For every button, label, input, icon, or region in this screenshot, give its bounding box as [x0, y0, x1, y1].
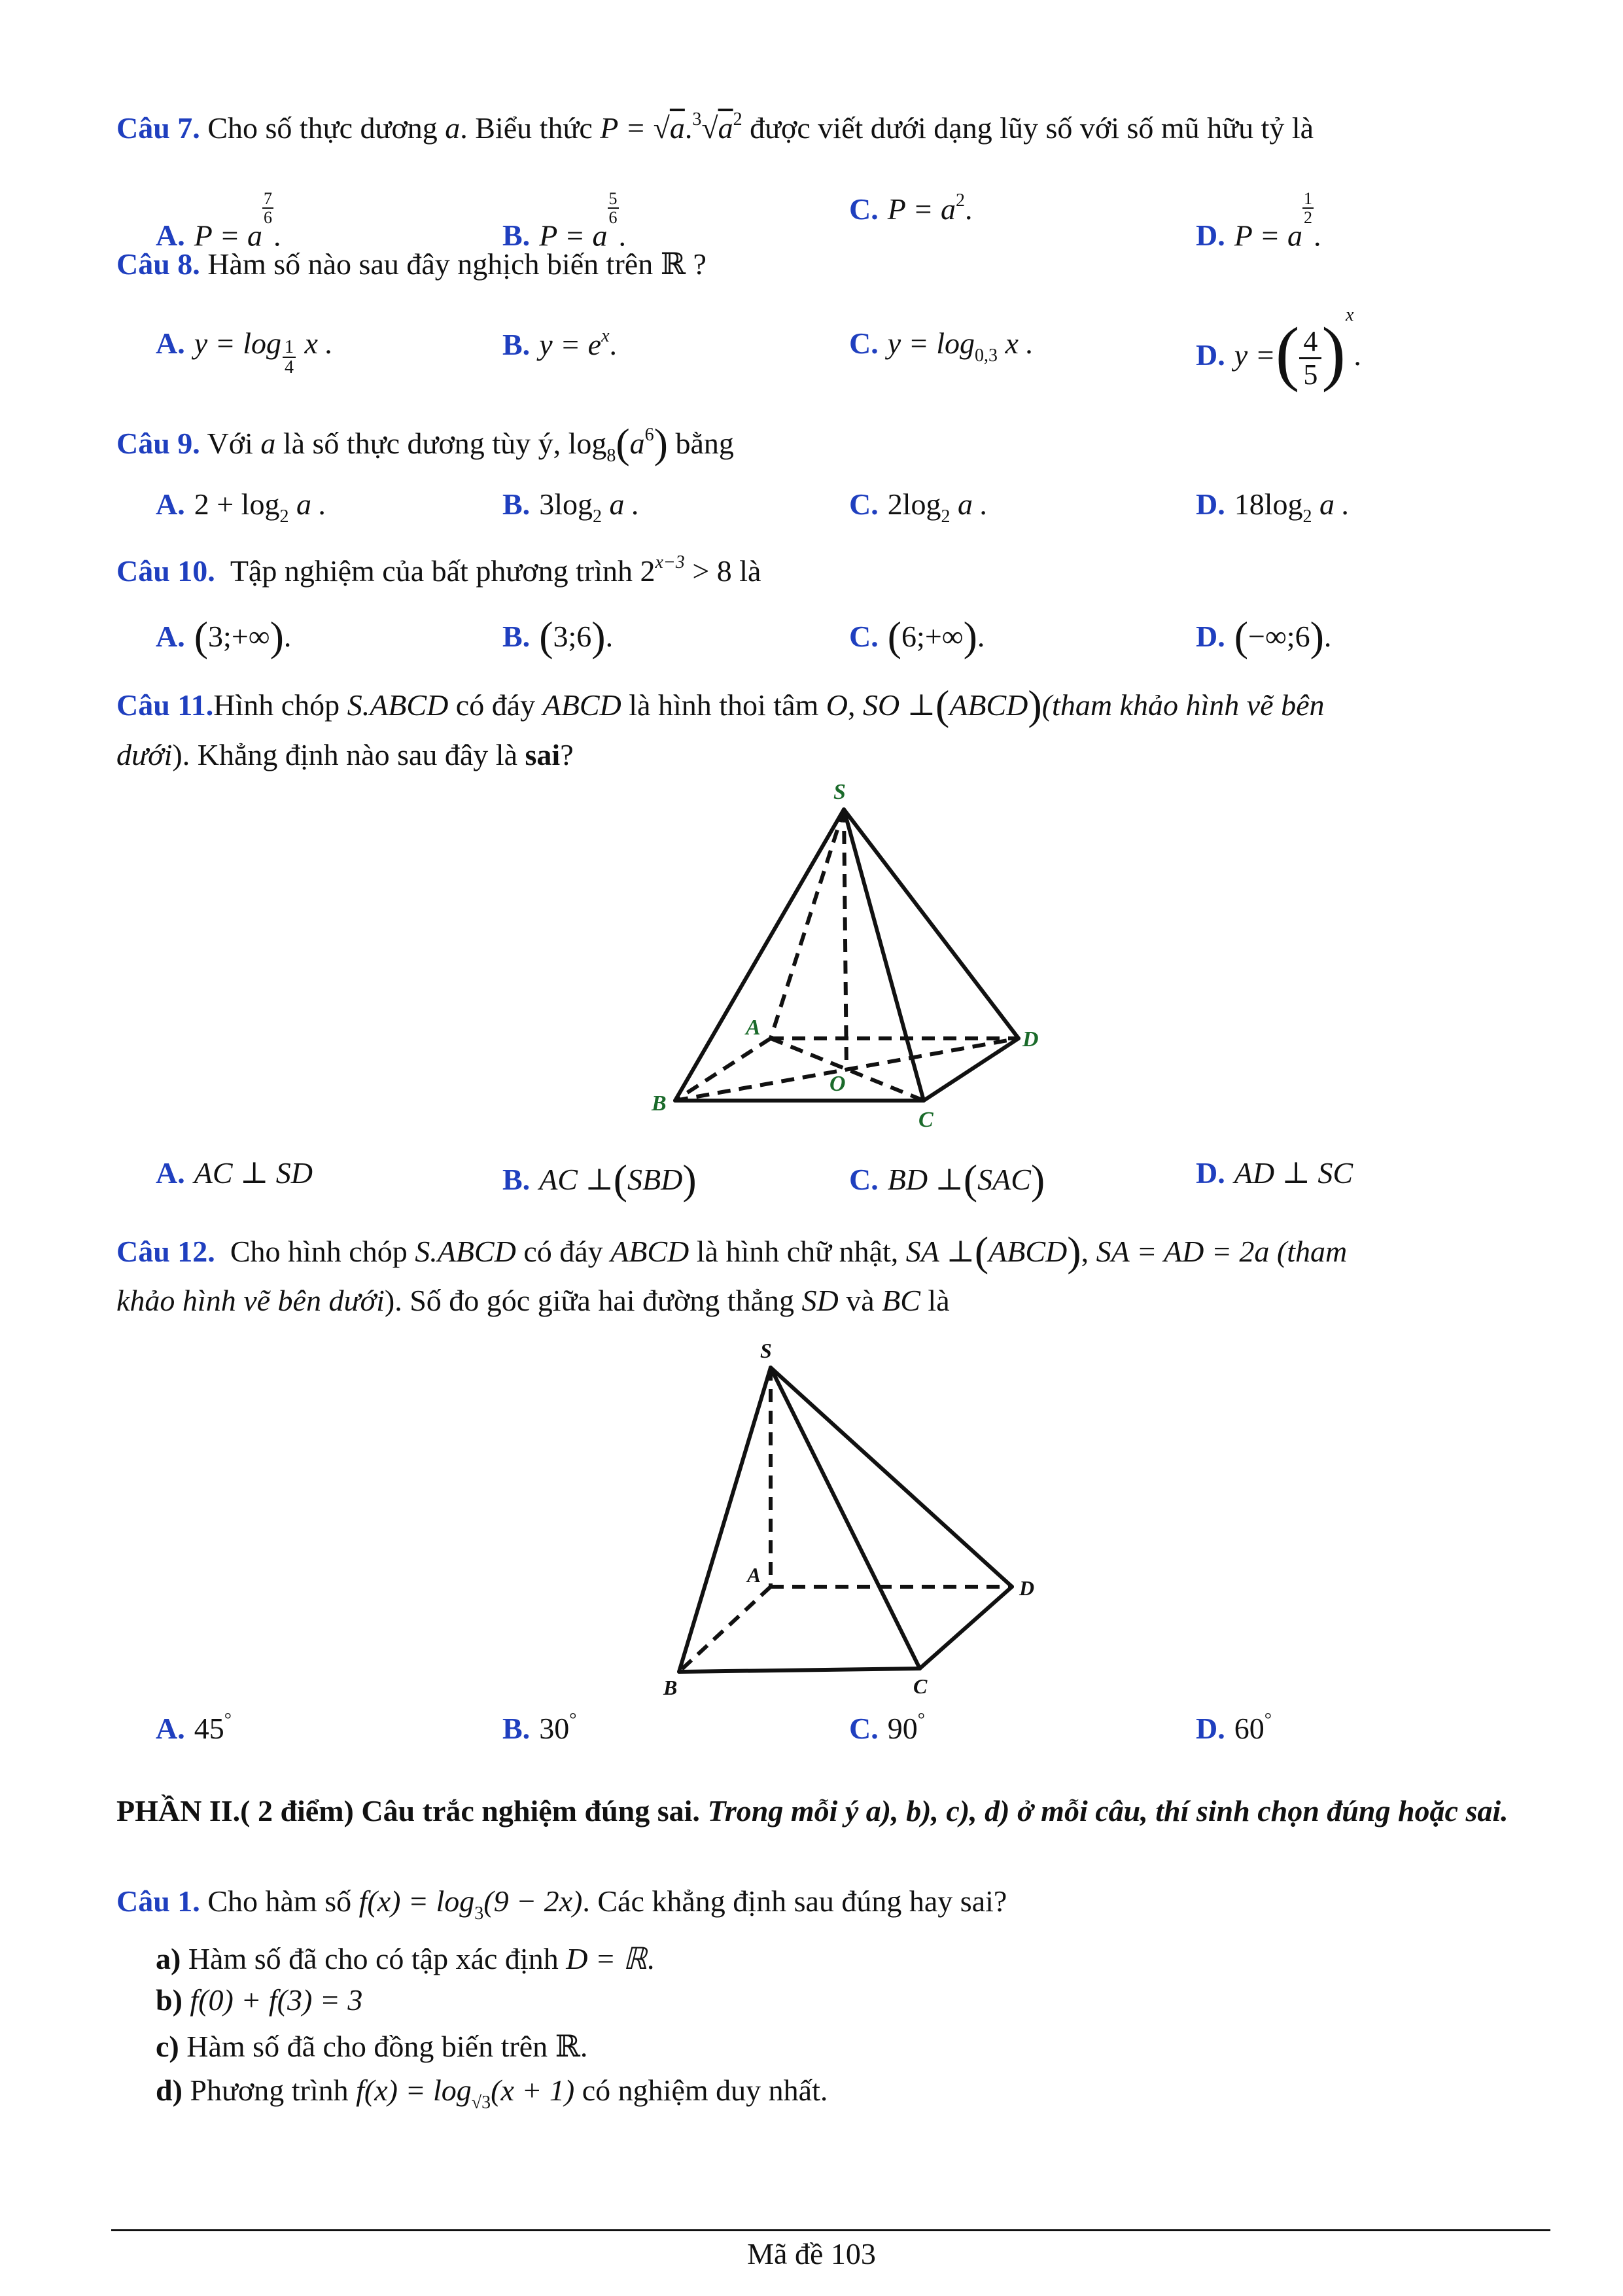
- q12-label-D: D: [1019, 1576, 1035, 1600]
- q10-option-b[interactable]: B. (3;6).: [502, 613, 614, 660]
- q12-option-c[interactable]: C. 90°: [849, 1710, 925, 1745]
- p2q1-item-d[interactable]: d) Phương trình $f(x) = \log_{√3}(x + 1)$ có nghiệm duy nhất.: [156, 2074, 828, 2113]
- q11-option-a[interactable]: A. AC ⊥ SD: [156, 1156, 313, 1190]
- part-2-heading: PHẦN II.( 2 điểm) Câu trắc nghiệm đúng sai. Trong mỗi ý a), b), c), d) ở mỗi câu, thí sinh chọn đúng hoặc sai.: [116, 1794, 1509, 1828]
- q11-label-B: B: [652, 1091, 667, 1116]
- q11-edge-CD: [924, 1038, 1019, 1101]
- q7-option-b[interactable]: B. P = a $\frac{5}{6}$ .: [502, 189, 626, 253]
- q12-option-d[interactable]: D. 60°: [1196, 1710, 1272, 1745]
- q12-option-b[interactable]: B. 30°: [502, 1710, 577, 1745]
- q11-label-D: D: [1022, 1027, 1039, 1051]
- q9-option-d[interactable]: D. $18\log_2$ a .: [1196, 487, 1350, 527]
- q7-option-c[interactable]: C. $P = a^2$.: [849, 190, 973, 226]
- question-7-label: Câu 7.: [116, 111, 200, 145]
- p2q1-item-a[interactable]: a) Hàm số đã cho có tập xác định D = ℝ.: [156, 1942, 655, 1975]
- q9-option-a[interactable]: A. $2 + \log_2 a$ .: [156, 487, 326, 527]
- question-12-stem: Câu 12. Cho hình chóp S.ABCD có đáy ABCD là hình chữ nhật, SA ⊥(ABCD), SA = AD = 2a (tham: [116, 1228, 1348, 1275]
- q11-option-d[interactable]: D. AD ⊥ SC: [1196, 1156, 1353, 1190]
- question-11-label: Câu 11.: [116, 688, 214, 722]
- question-10-stem: Câu 10. Tập nghiệm của bất phương trình $2^{x-3} > 8$ là: [116, 552, 761, 588]
- q12-edge-BC: [679, 1669, 920, 1672]
- q12-edge-SB: [679, 1368, 771, 1672]
- q12-label-S: S: [760, 1339, 772, 1362]
- q11-label-C: C: [918, 1108, 934, 1132]
- q11-option-b[interactable]: B. AC ⊥(SBD): [502, 1156, 697, 1203]
- q12-option-a[interactable]: A. 45°: [156, 1710, 232, 1745]
- q12-pyramid-figure: [0, 1309, 1623, 1714]
- q8-option-d[interactable]: D. y =( $\frac{4}{5}$ )$^x$.: [1196, 305, 1361, 393]
- question-9-stem: Câu 9. Với a là số thực dương tùy ý, $\log_8(a^6)$ bằng: [116, 420, 734, 467]
- part2-question-1-label: Câu 1.: [116, 1884, 200, 1918]
- part2-question-1-stem: Câu 1. Cho hàm số $f(x) = \log_3(9 - 2x)$. Các khẳng định sau đúng hay sai?: [116, 1884, 1007, 1924]
- q10-option-c[interactable]: C. (6;+∞).: [849, 613, 985, 660]
- q8-option-a[interactable]: A. y = log $\frac{1}{4}$ x .: [156, 327, 333, 378]
- q11-edge-SO: [844, 809, 846, 1070]
- p2q1-item-c[interactable]: c) Hàm số đã cho đồng biến trên ℝ.: [156, 2030, 588, 2063]
- question-10-label: Câu 10.: [116, 554, 215, 588]
- question-11-stem-line2: dưới). Khẳng định nào sau đây là sai?: [116, 738, 574, 771]
- question-8-stem: Câu 8. Hàm số nào sau đây nghịch biến trên ℝ ?: [116, 247, 707, 281]
- q12-edge-CD: [920, 1587, 1012, 1669]
- question-11-stem: Câu 11.Hình chóp S.ABCD có đáy ABCD là hình thoi tâm O, SO ⊥(ABCD)(tham khảo hình vẽ bên: [116, 682, 1325, 728]
- q12-label-B: B: [663, 1676, 678, 1699]
- q11-label-A: A: [746, 1016, 761, 1040]
- footer-divider: [111, 2229, 1550, 2231]
- question-9-label: Câu 9.: [116, 427, 200, 460]
- q10-option-d[interactable]: D. (−∞;6).: [1196, 613, 1332, 660]
- exam-code-footer: Mã đề 103: [747, 2237, 876, 2270]
- question-7-stem: Câu 7. Cho số thực dương a. Biểu thức $P = √a.^3√a^2$ được viết dưới dạng lũy số với số mũ hữu tỷ là: [116, 109, 1314, 145]
- q7-option-d[interactable]: D. P = a $\frac{1}{2}$ .: [1196, 189, 1321, 253]
- q11-label-O: O: [829, 1072, 846, 1096]
- q12-edge-SC: [771, 1368, 920, 1669]
- q11-edge-SD: [844, 809, 1019, 1038]
- q11-option-c[interactable]: C. BD ⊥(SAC): [849, 1156, 1045, 1203]
- q12-label-A: A: [747, 1563, 761, 1587]
- q11-edge-SA: [771, 809, 844, 1038]
- q11-label-S: S: [833, 780, 846, 804]
- q12-edge-SD: [771, 1368, 1012, 1587]
- q8-option-b[interactable]: B. $y = e^x$.: [502, 326, 617, 361]
- q9-option-b[interactable]: B. $3\log_2$ a .: [502, 487, 640, 527]
- question-12-label: Câu 12.: [116, 1235, 215, 1268]
- question-8-label: Câu 8.: [116, 247, 200, 281]
- q8-option-c[interactable]: C. $y = \log_{0,3} x$ .: [849, 327, 1034, 366]
- q7-option-a[interactable]: A. P = a $\frac{7}{6}$ .: [156, 189, 281, 253]
- q12-label-C: C: [913, 1674, 928, 1698]
- question-12-stem-line2: khảo hình vẽ bên dưới). Số đo góc giữa hai đường thẳng SD và BC là: [116, 1284, 950, 1317]
- p2q1-item-b[interactable]: b) f(0) + f(3) = 3: [156, 1983, 363, 2017]
- q10-option-a[interactable]: A. (3;+∞).: [156, 613, 292, 660]
- q9-option-c[interactable]: C. $2\log_2$ a .: [849, 487, 988, 527]
